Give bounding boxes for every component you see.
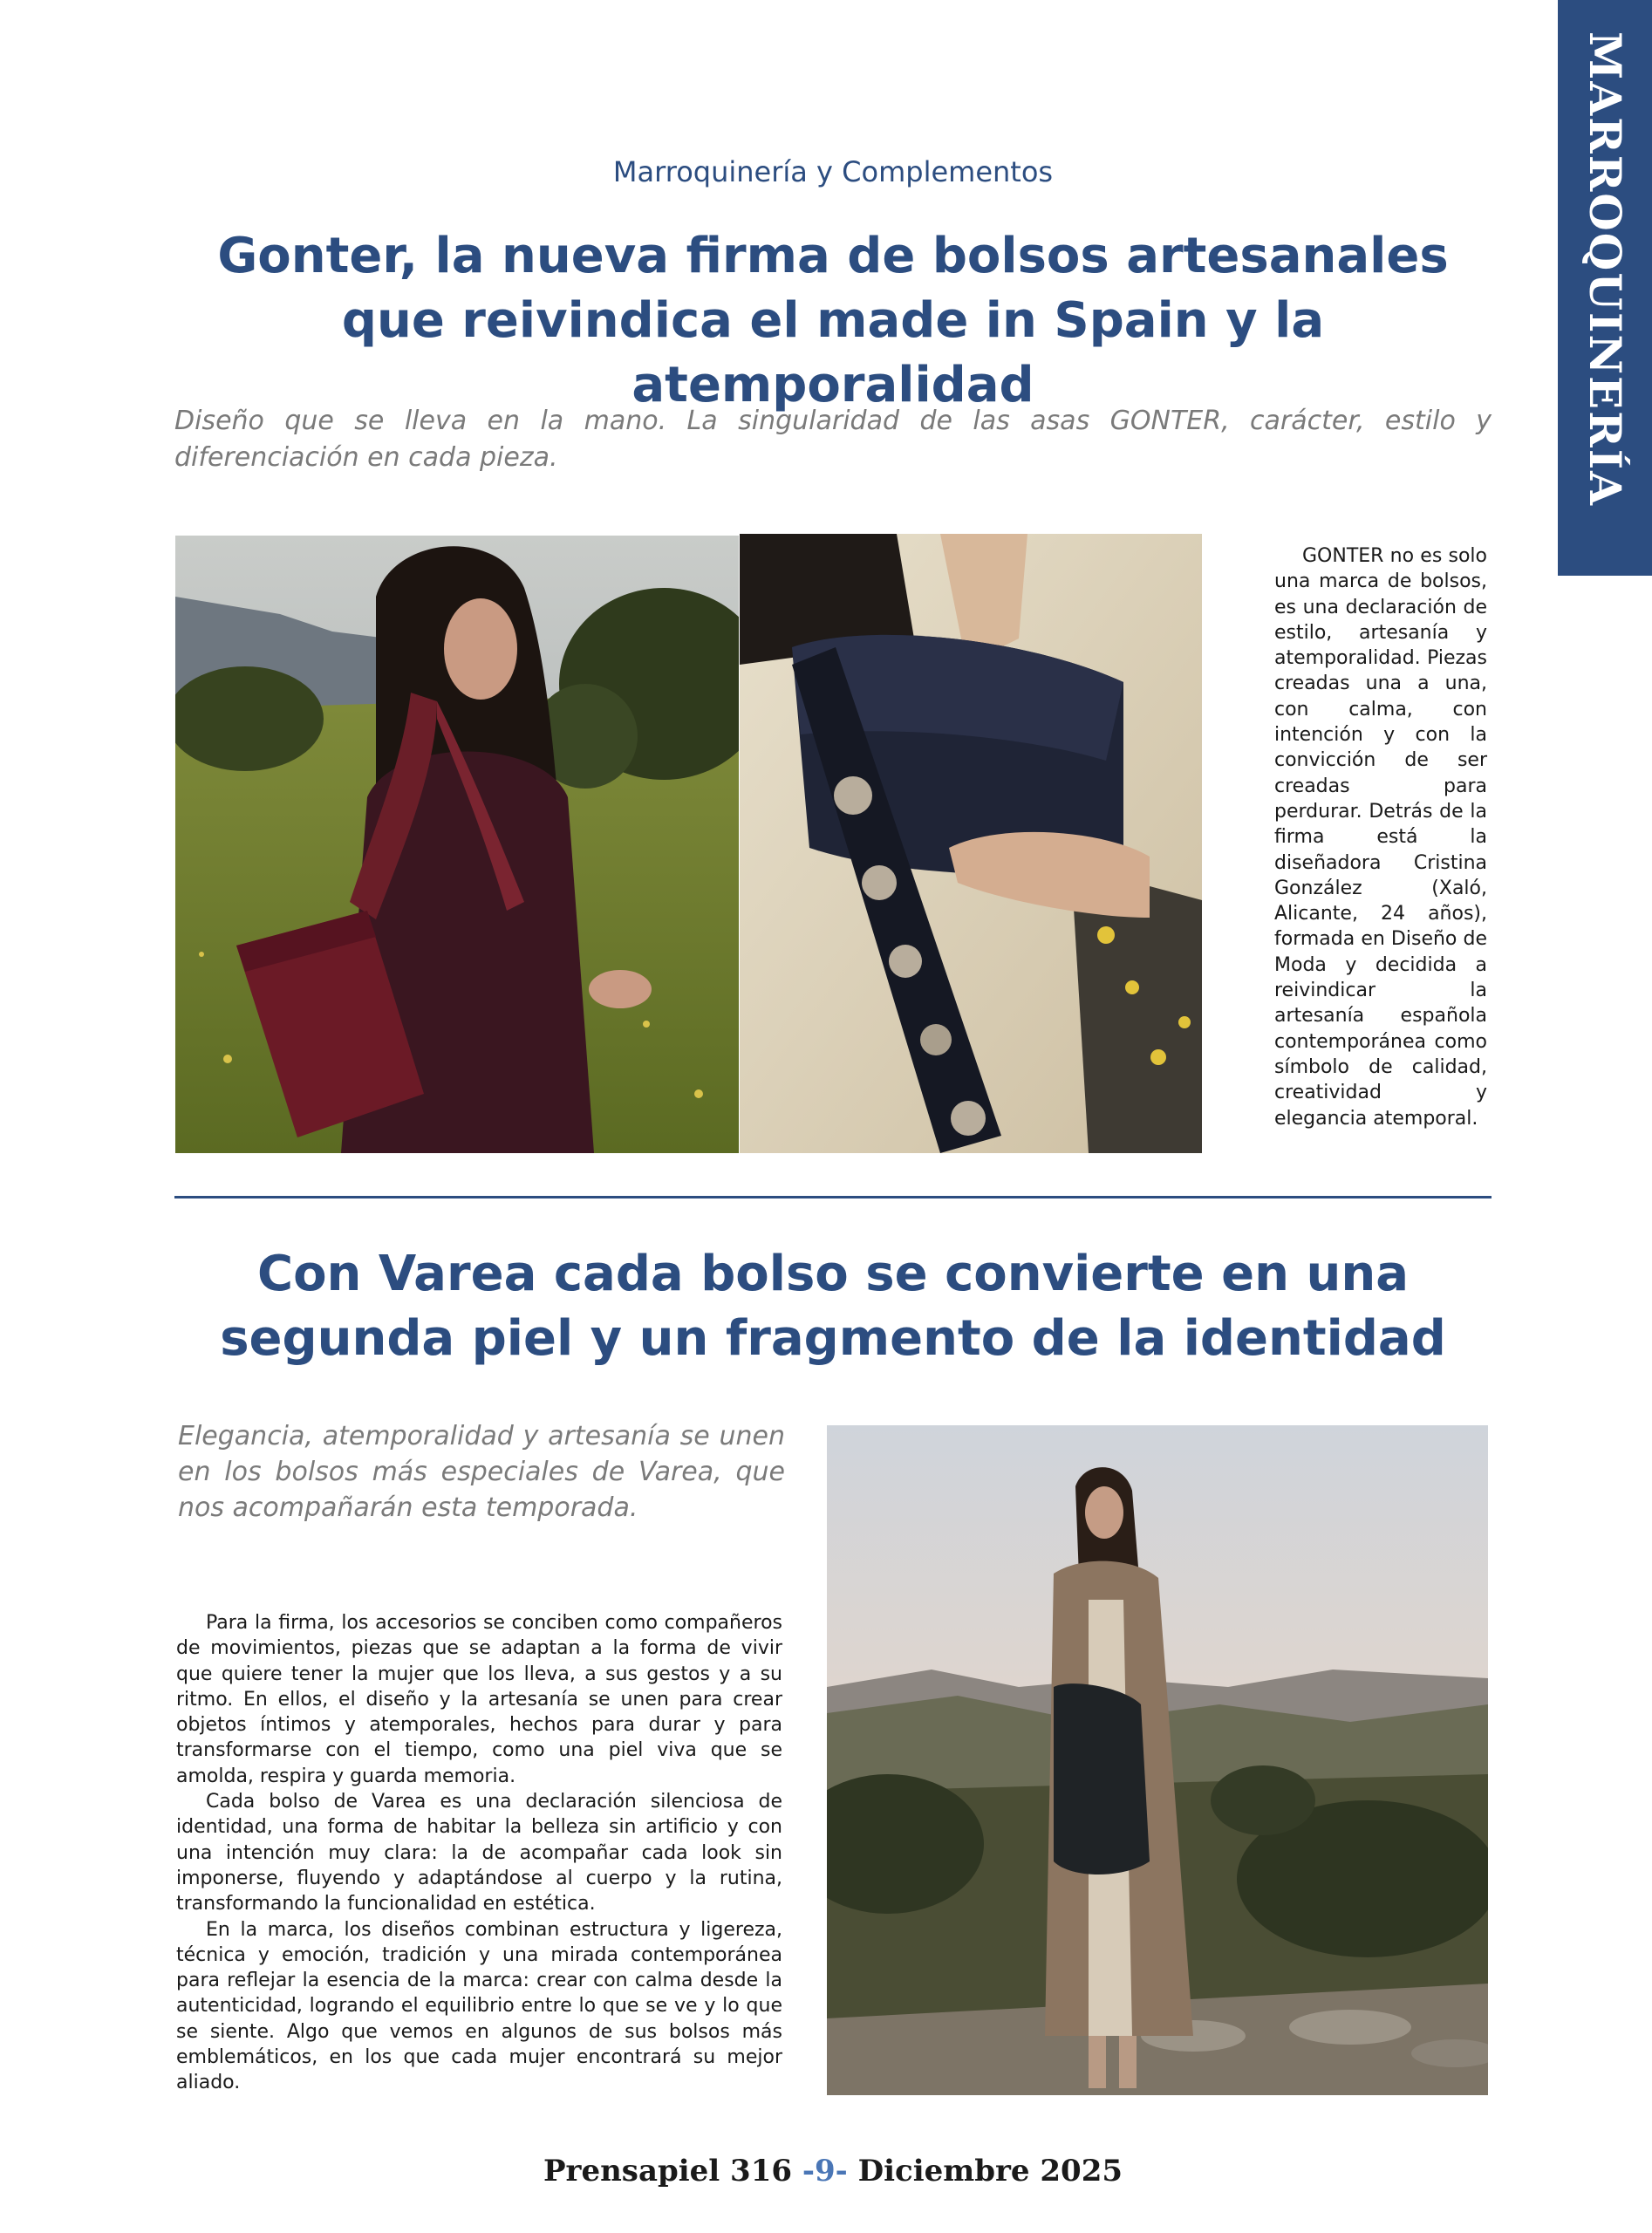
article-1-body: [1274, 543, 1487, 1131]
article-2-paragraph-2: Cada bolso de Varea es una declaración silenciosa de identidad, una forma de habitar la belleza sin artificio y con una intención muy clara: la de acompañar cada look sin imponerse, fluyendo y adaptándose al cuerpo y la rutina, transformando la funcionalidad en estética.: [176, 1791, 782, 1915]
article-2-paragraph-1: Para la firma, los accesorios se conciben como compañeros de movimientos, piezas que se adaptan a la forma de vivir que quiere tener la mujer que los lleva, a sus gestos y a su ritmo. En ellos, el diseño y la artesanía se unen para crear objetos íntimos y atemporales, hechos para durar y para transformarse con el tiempo, como una piel viva que se amolda, respira y guarda memoria.: [176, 1612, 782, 1787]
article-1-paragraph: GONTER no es solo una marca de bolsos, es una declaración de estilo, artesanía y atemporalidad. Piezas creadas una a una, con calma, con intención y con la convicción de ser creadas para perdurar. Detrás de la firma está la diseñadora Cristina González (Xaló, Alicante, 24 años), formada en Diseño de Moda y decidida a reivindicar la artesanía española contemporánea como símbolo de calidad, creatividad y elegancia atemporal.: [1274, 545, 1487, 1130]
page-footer: [0, 2154, 1652, 2189]
footer-page-number: -9-: [802, 2154, 848, 2189]
article-2-subtitle: Elegancia, atemporalidad y artesanía se unen en los bolsos más especiales de Varea, que nos acompañarán esta temporada.: [178, 1421, 785, 1523]
section-divider: [174, 1196, 1492, 1198]
photo-model-burgundy-bag: [175, 536, 739, 1153]
article-2-body: [176, 1610, 782, 2096]
article-1-subtitle: Diseño que se lleva en la mano. La singularidad de las asas GONTER, carácter, estilo y diferenciación en cada pieza.: [174, 406, 1492, 473]
photo-navy-suede-bag: [740, 534, 1202, 1153]
section-label: Marroquinería y Complementos: [612, 155, 1054, 188]
section-tab-label: MARROQUINERÍA: [1580, 31, 1631, 507]
article-2-paragraph-3: En la marca, los diseños combinan estructura y ligereza, técnica y emoción, tradición y una mirada contemporánea para reflejar la esencia de la marca: crear con calma desde la autenticidad, logrando el equilibrio entre lo que se ve y lo que se siente. Algo que vemos en algunos de sus bolsos más emblemáticos, en los que cada mujer encontrará su mejor aliado.: [176, 1918, 782, 2094]
footer-publication: Prensapiel 316: [543, 2154, 793, 2189]
article-2-title: Con Varea cada bolso se convierte en una segunda piel y un fragmento de la identidad: [220, 1246, 1446, 1367]
footer-date: Diciembre 2025: [857, 2154, 1123, 2189]
article-1-title: Gonter, la nueva firma de bolsos artesanales que reivindica el made in Spain y la atemporalidad: [217, 228, 1449, 413]
photo-model-landscape-bag: [827, 1425, 1488, 2095]
